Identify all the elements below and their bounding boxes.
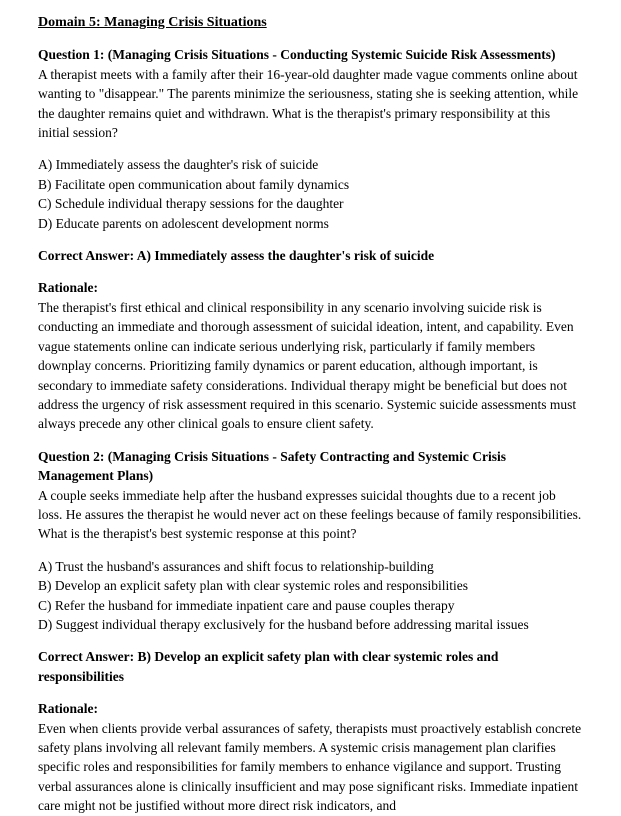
- question-1-block: [38, 45, 583, 142]
- question-1-option-b: B) Facilitate open communication about family dynamics: [38, 176, 350, 192]
- question-2-rationale-block: [38, 699, 583, 815]
- question-2-option-a: A) Trust the husband's assurances and shift focus to relationship-building: [38, 558, 434, 574]
- question-2-heading: Question 2: (Managing Crisis Situations - Safety Contracting and Systemic Crisis Management Plans): [38, 448, 507, 484]
- question-2-rationale-label: Rationale:: [38, 701, 98, 717]
- document-title: Domain 5: Managing Crisis Situations: [38, 15, 267, 30]
- question-1-options: [38, 155, 583, 233]
- question-1-rationale-label: Rationale:: [38, 280, 98, 296]
- question-1-rationale-block: [38, 278, 583, 433]
- question-1-option-a: A) Immediately assess the daughter's risk of suicide: [38, 157, 319, 173]
- question-2-option-d: D) Suggest individual therapy exclusively for the husband before addressing marital issues: [38, 616, 529, 632]
- question-2-rationale-text: Even when clients provide verbal assurances of safety, therapists must proactively establish concrete safety plans involving all relevant family members. A systemic crisis management plan clarifies specific roles and responsibilities for family members to enhance vigilance and support. Trusting verbal assurances alone is clinically insufficient and may pose significant risks. Immediate inpatient care might not be justified without more direct risk indicators, and: [38, 720, 582, 814]
- question-1-rationale-text: The therapist's first ethical and clinical responsibility in any scenario involving suicide risk is conducting an immediate and thorough assessment of suicidal ideation, intent, and capability. Even vague statements online can indicate serious underlying risk, particularly if family members downplay concerns. Prioritizing family dynamics or parent education, although important, is secondary to immediate safety considerations. Individual therapy might be beneficial but does not address the urgency of risk assessment required in this scenario. Systemic suicide assessments must always precede any other clinical goals to ensure client safety.: [38, 299, 577, 432]
- question-1-heading: Question 1: (Managing Crisis Situations - Conducting Systemic Suicide Risk Assessments): [38, 47, 556, 63]
- question-2-options: [38, 557, 583, 635]
- question-2-body: A couple seeks immediate help after the husband expresses suicidal thoughts due to a recent job loss. He assures the therapist he would never act on these feelings because of family responsibilities. What is the therapist's best systemic response at this point?: [38, 487, 582, 542]
- question-1-correct-answer: Correct Answer: A) Immediately assess the daughter's risk of suicide: [38, 248, 435, 264]
- question-1-option-d: D) Educate parents on adolescent development norms: [38, 215, 329, 231]
- question-1-option-c: C) Schedule individual therapy sessions for the daughter: [38, 196, 344, 212]
- question-2-option-b: B) Develop an explicit safety plan with clear systemic roles and responsibilities: [38, 578, 469, 594]
- question-1-body: A therapist meets with a family after their 16-year-old daughter made vague comments online about wanting to "disappear." The parents minimize the seriousness, stating she is seeking attention, while the daughter remains quiet and withdrawn. What is the therapist's primary responsibility at this initial session?: [38, 66, 579, 141]
- question-2-option-c: C) Refer the husband for immediate inpatient care and pause couples therapy: [38, 597, 455, 613]
- question-2-block: [38, 447, 583, 544]
- question-2-correct-answer: Correct Answer: B) Develop an explicit safety plan with clear systemic roles and responsibilities: [38, 649, 499, 684]
